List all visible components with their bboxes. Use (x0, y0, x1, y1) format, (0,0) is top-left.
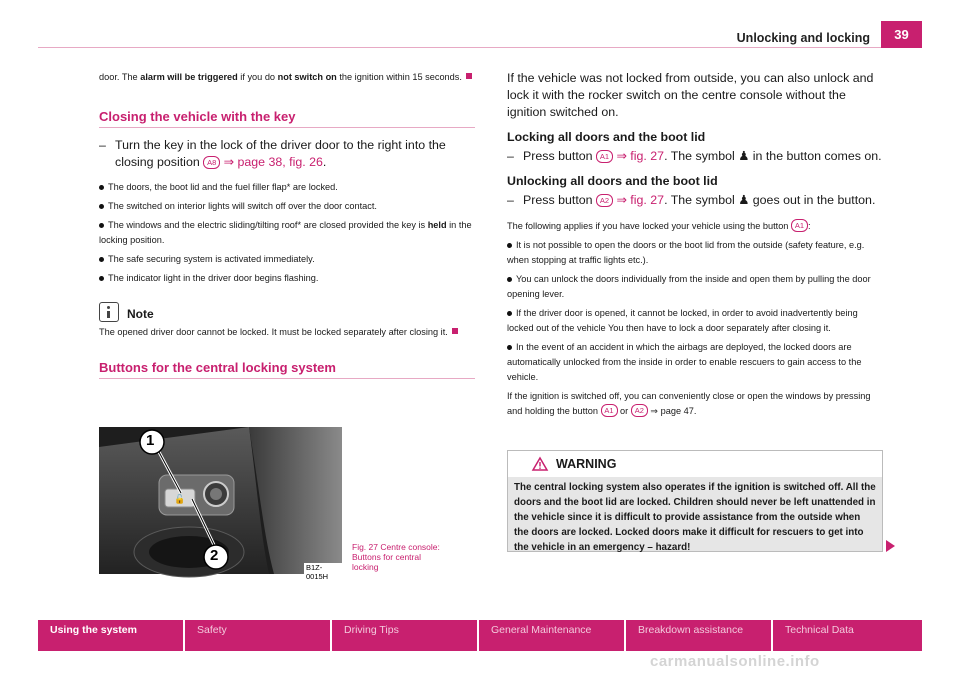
figure-caption: Fig. 27 Centre console: Buttons for central locking (352, 542, 440, 572)
right-column (507, 70, 883, 423)
next-page-arrow-icon[interactable] (886, 540, 895, 552)
header-rule (38, 47, 922, 48)
footer-tab-breakdown-assistance[interactable]: Breakdown assistance (626, 620, 771, 651)
list-item: You can unlock the doors individually from the inside and open them by pulling the door opening lever. (507, 274, 871, 299)
callout-badge: A2 (596, 194, 613, 207)
page-reference-link[interactable]: ⇒ page 47 (650, 406, 694, 416)
list-item: The windows and the electric sliding/tilting roof* are closed provided the key is held in the locking position. (99, 220, 472, 245)
svg-text:🔓: 🔓 (174, 494, 186, 504)
warning-header (508, 451, 882, 477)
list-item: The indicator light in the driver door begins flashing. (99, 271, 475, 286)
callout-badge: A8 (203, 156, 220, 169)
figure-label-2: 2 (210, 547, 219, 564)
footer-tab-using-the-system[interactable]: Using the system (38, 620, 183, 651)
person-symbol-icon: ♟ (738, 149, 750, 163)
list-item: It is not possible to open the doors or the boot lid from the outside (safety feature, e.g. when stopping at traffic lights etc.). (507, 240, 865, 265)
callout-badge: A2 (631, 404, 648, 417)
end-of-section-marker (452, 328, 458, 334)
list-item: The switched on interior lights will switch off over the door contact. (99, 199, 475, 214)
left-column (99, 70, 475, 379)
figure-reference-link[interactable]: ⇒ fig. 27 (616, 193, 665, 207)
figure-reference-link[interactable]: ⇒ fig. 27 (616, 149, 665, 163)
figure-centre-console (99, 427, 342, 581)
footer-nav (38, 620, 922, 651)
callout-badge: A1 (791, 219, 808, 232)
footer-tab-technical-data[interactable]: Technical Data (773, 620, 922, 651)
warning-text: The central locking system also operates if the ignition is switched off. All the doors and the boot lid are locked. Children should never be left unattended in the vehicle since it is difficult to provide assistance from the outside when the doors are locked. Locked doors make it difficult for rescuers to get into the vehicle in an emergency – hazard! (508, 477, 882, 551)
lock-step: – Press button A1 ⇒ fig. 27. The symbol ♟ in the button comes on. (507, 148, 883, 165)
person-symbol-icon: ♟ (738, 193, 750, 207)
warning-title: WARNING (556, 457, 617, 471)
applies-paragraph: The following applies if you have locked your vehicle using the button A1 : (507, 221, 811, 231)
callout-badge: A1 (596, 150, 613, 163)
footer-tab-safety[interactable]: Safety (185, 620, 330, 651)
list-item: In the event of an accident in which the airbags are deployed, the locked doors are automatically unlocked from the inside in order to enable rescuers to gain access to the vehicle. (507, 342, 862, 382)
page-number: 39 (881, 21, 922, 48)
callout-badge: A1 (601, 404, 618, 417)
list-item: The safe securing system is activated immediately. (99, 252, 475, 267)
section-heading-closing-with-key: Closing the vehicle with the key (99, 109, 475, 128)
unlock-heading: Unlocking all doors and the boot lid (507, 174, 718, 188)
unlock-step: – Press button A2 ⇒ fig. 27. The symbol ♟ goes out in the button. (507, 192, 883, 209)
ignition-paragraph: If the ignition is switched off, you can conveniently close or open the windows by pressing and holding the button A1 or A2 ⇒ page 47. (507, 391, 871, 416)
lock-heading: Locking all doors and the boot lid (507, 130, 706, 144)
intro-paragraph: door. The alarm will be triggered if you do not switch on the ignition within 15 seconds. (99, 70, 475, 85)
end-of-section-marker (466, 73, 472, 79)
note-icon (99, 302, 119, 322)
list-item: The doors, the boot lid and the fuel filler flap* are locked. (99, 180, 475, 195)
intro-paragraph-right: If the vehicle was not locked from outside, you can also unlock and lock it with the rocker switch on the centre console without the ignition switched on. (507, 71, 874, 119)
list-item: If the driver door is opened, it cannot be locked, in order to avoid inadvertently being locked out of the vehicle You then have to lock a door separately after closing it. (507, 308, 858, 333)
watermark: carmanualsonline.info (650, 653, 820, 670)
figure-label-1: 1 (146, 432, 155, 449)
section-heading-central-locking-buttons: Buttons for the central locking system (99, 360, 475, 379)
page-header-title: Unlocking and locking (736, 31, 870, 45)
step-turn-key: – Turn the key in the lock of the driver door to the right into the closing position A8 ⇒ page 38, fig. 26. (99, 137, 475, 171)
note-header: Note (99, 302, 475, 323)
figure-code: B1Z-0015H (306, 563, 329, 581)
warning-triangle-icon (532, 457, 548, 471)
note-text: The opened driver door cannot be locked. It must be locked separately after closing it. (99, 325, 475, 340)
warning-box (507, 450, 883, 552)
page-reference-link[interactable]: ⇒ page 38, fig. 26 (223, 155, 323, 169)
footer-tab-driving-tips[interactable]: Driving Tips (332, 620, 477, 651)
footer-tab-general-maintenance[interactable]: General Maintenance (479, 620, 624, 651)
